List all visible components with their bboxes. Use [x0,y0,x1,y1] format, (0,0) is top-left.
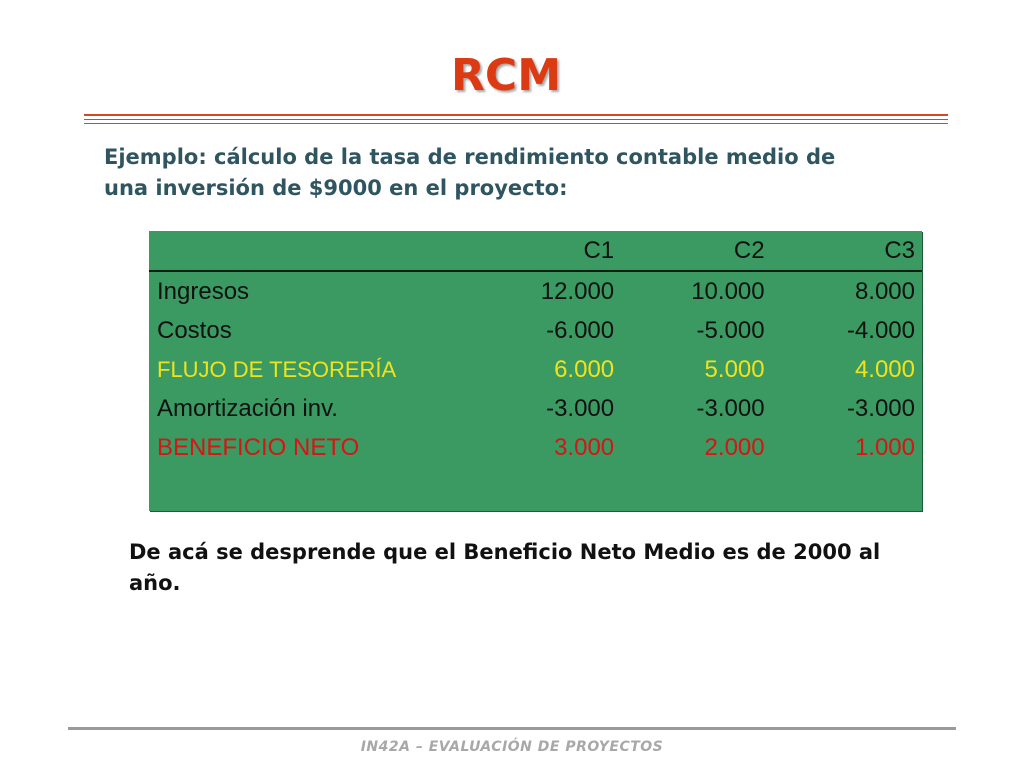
cell-value-c1: -6.000 [546,316,615,344]
row-label: Costos [157,316,232,344]
cell-value-c2: 2.000 [704,433,765,461]
row-label: FLUJO DE TESORERÍA [157,356,397,382]
table-row [149,311,922,350]
footer-divider [68,727,956,730]
row-label: Ingresos [157,277,250,305]
table-row [149,428,922,467]
cell-value-c3: 4.000 [854,355,915,383]
header-cell-c3: C3 [765,231,922,271]
intro-text: Ejemplo: cálculo de la tasa de rendimiento contable medio de una inversión de $9000 en el proyecto: [104,145,836,200]
cell-value-c3: 8.000 [854,277,915,305]
data-table-container [149,231,922,511]
cell-value-c3: -4.000 [846,316,915,344]
cell-value-c2: -5.000 [696,316,765,344]
row-label: Amortización inv. [157,394,338,422]
title-divider [84,119,948,120]
slide-title: RCM [451,50,561,101]
table-row [149,350,922,389]
cell-value-c2: 10.000 [691,277,765,305]
cell-value-c1: 12.000 [540,277,615,305]
title-divider [84,114,948,116]
cell-value-c1: 6.000 [554,355,615,383]
conclusion-text: De acá se desprende que el Beneficio Neto Medio es de 2000 al año. [129,540,881,595]
header-cell-label [149,231,464,271]
cell-value-c2: -3.000 [696,394,765,422]
table-row [149,271,922,311]
cell-value-c3: -3.000 [846,394,915,422]
cell-value-c3: 1.000 [854,433,915,461]
cell-value-c2: 5.000 [704,355,765,383]
title-divider [84,123,948,124]
table-header-row [149,231,922,271]
cell-value-c1: -3.000 [546,394,615,422]
table-row [149,389,922,428]
header-cell-c1: C1 [464,231,614,271]
header-cell-c2: C2 [614,231,764,271]
cash-flow-table [149,231,922,467]
cell-value-c1: 3.000 [554,433,615,461]
row-label: BENEFICIO NETO [157,433,360,461]
footer-text: IN42A – EVALUACIÓN DE PROYECTOS [360,739,664,755]
